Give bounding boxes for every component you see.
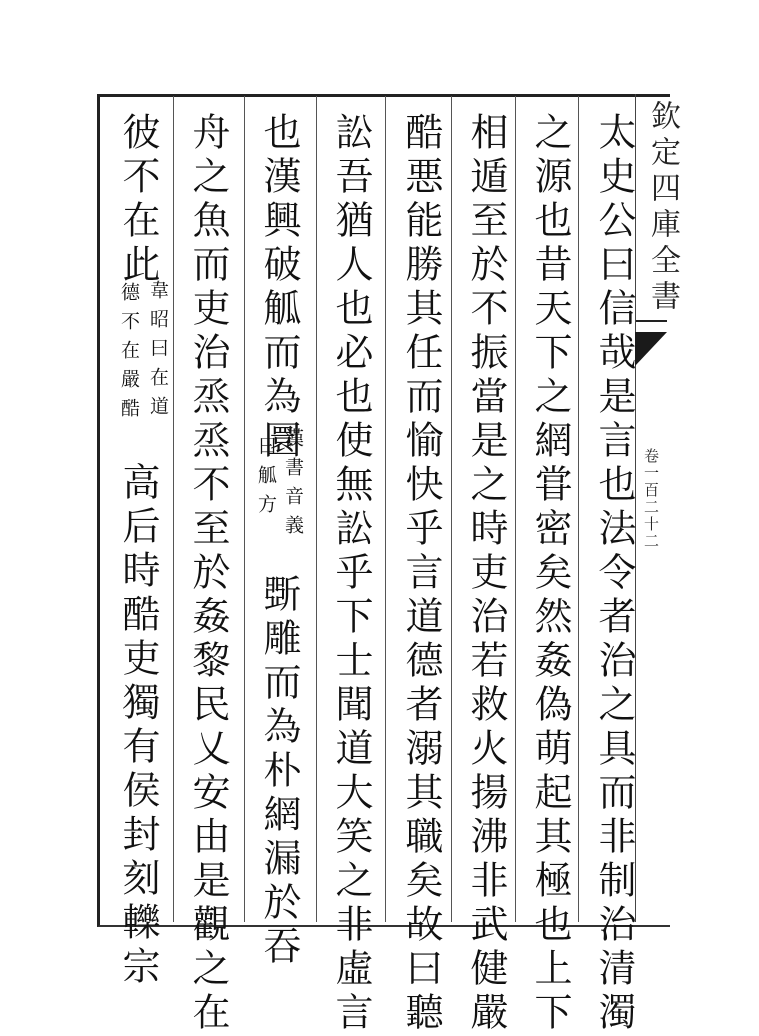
annotation-left: 德不在嚴酷: [118, 282, 140, 427]
book-title: 欽定四庫全書: [645, 100, 680, 316]
juan-number: 卷一百二十二: [642, 448, 660, 550]
text-column-2: 之源也昔天下之網甞密矣然姦偽萌起其極也上下: [528, 112, 572, 1036]
column-rule: [385, 96, 386, 922]
text-column-1: 太史公曰信哉是言也法令者治之具而非制治清濁: [592, 112, 636, 1036]
text-column-7: 舟之魚而吏治烝烝不至於姦黎民乂安由是觀之在: [186, 112, 230, 1036]
column-rule: [173, 96, 174, 922]
text-column-6-top: 也漢興破觚而為圜: [257, 112, 301, 464]
text-column-3: 相遁至於不振當是之時吏治若救火揚沸非武健嚴: [464, 112, 508, 1036]
column-rule: [244, 96, 245, 922]
column-rule: [578, 96, 579, 922]
text-column-6-bottom: 斲雕而為朴網漏於吞: [257, 574, 301, 970]
column-rule: [451, 96, 452, 922]
annotation-right: 韋昭曰在道: [147, 280, 169, 425]
annotation-right: 漢書音義: [282, 428, 304, 544]
text-column-4: 酷悪能勝其任而愉快乎言道德者溺其職矣故曰聽: [399, 112, 443, 1036]
text-column-5: 訟吾猶人也必也使無訟乎下士聞道大笑之非虛言: [329, 112, 373, 1036]
column-rule: [515, 96, 516, 922]
text-column-8-top: 彼不在此: [116, 112, 160, 288]
column-rule: [316, 96, 317, 922]
annotation-left: 曰觚方: [255, 436, 277, 523]
text-column-8-bottom: 高后時酷吏獨有侯封刻轢宗: [116, 462, 160, 990]
